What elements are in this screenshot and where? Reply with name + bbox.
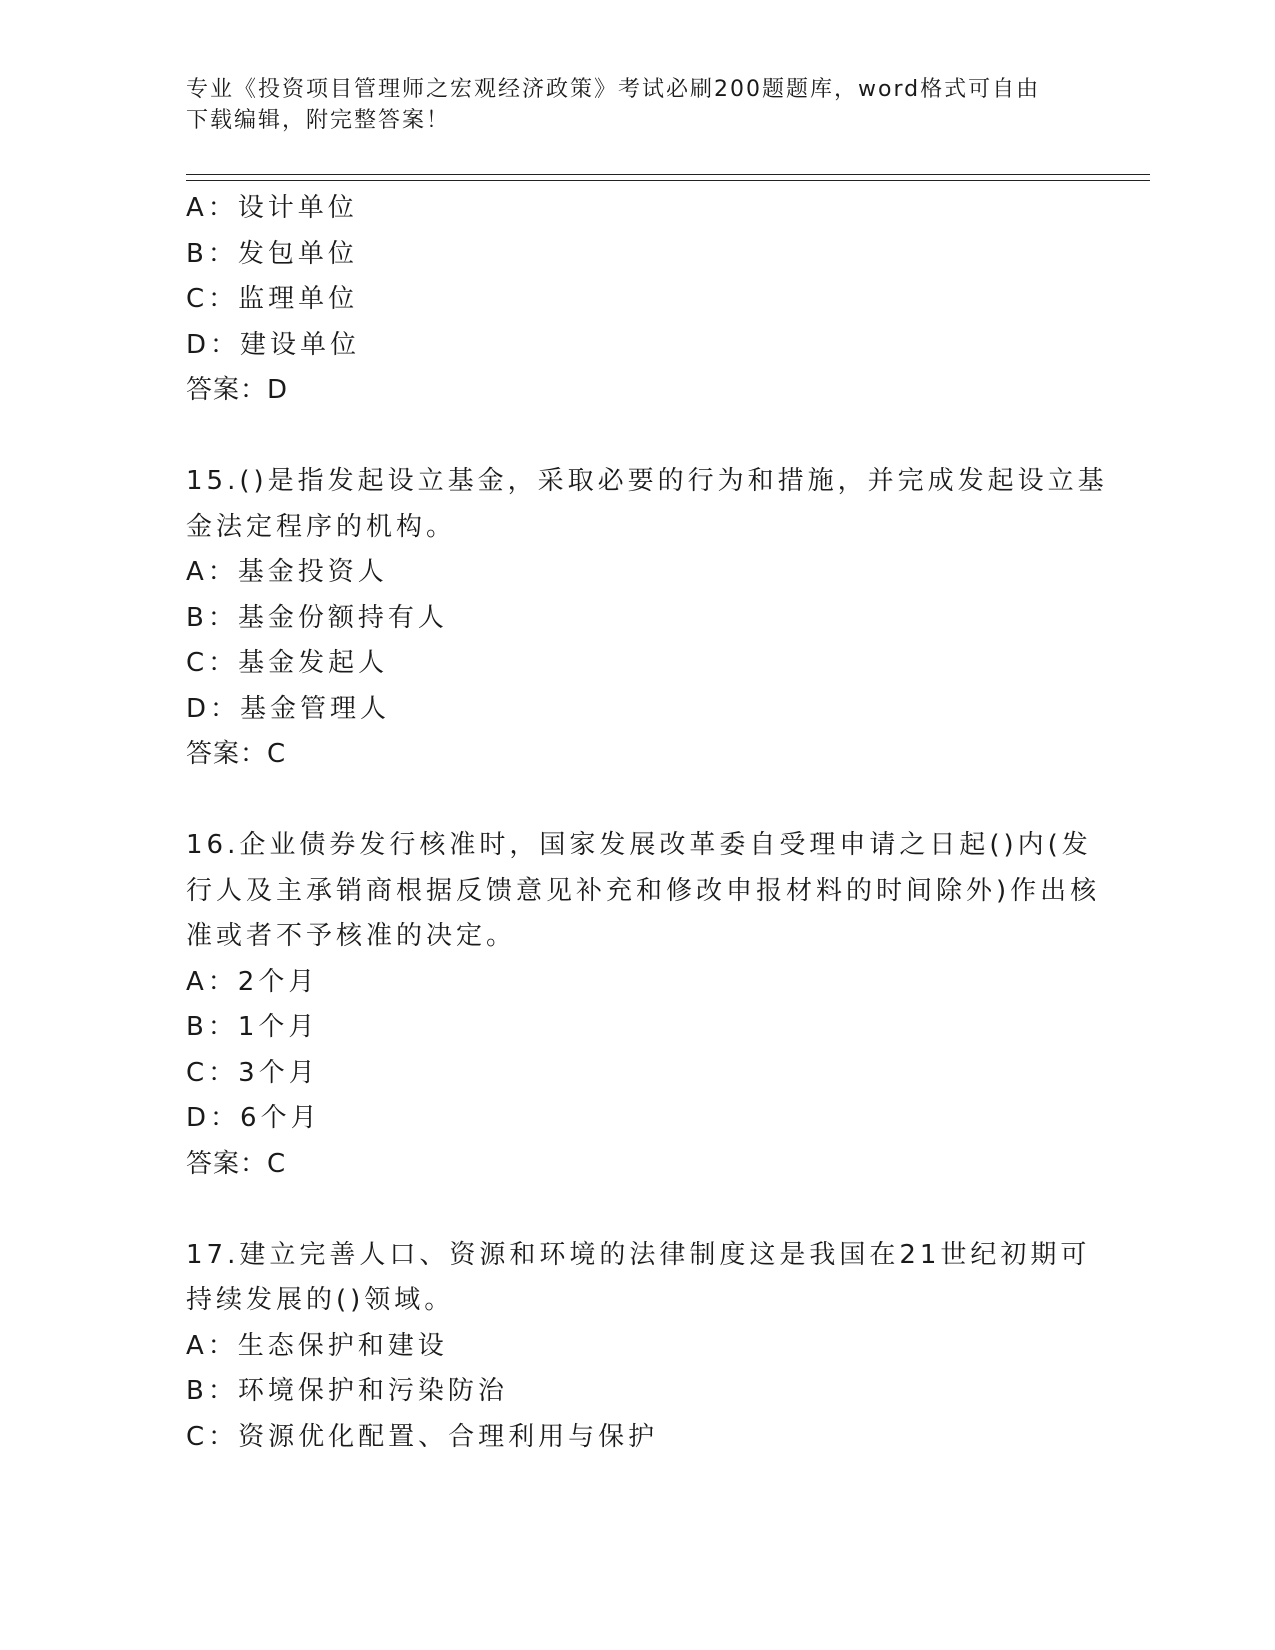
header-divider: [186, 180, 1150, 181]
option-b: B：1个月: [186, 1012, 319, 1042]
option-d: D：建设单位: [186, 329, 361, 360]
question-block: [186, 459, 1108, 778]
option-b: B：基金份额持有人: [186, 602, 448, 633]
answer-line: 答案：C: [186, 739, 287, 769]
question-stem: 15.()是指发起设立基金，采取必要的行为和措施，并完成发起设立基: [186, 466, 1108, 496]
question-stem: 准或者不予核准的决定。: [186, 921, 517, 951]
document-header: [186, 74, 1066, 136]
option-a: A：2个月: [186, 966, 319, 997]
option-a: A：基金投资人: [186, 557, 388, 587]
header-line: 下载编辑，附完整答案！: [186, 108, 451, 133]
option-d: D：6个月: [186, 1103, 321, 1133]
question-block: [186, 1233, 1091, 1461]
option-a: A：设计单位: [186, 193, 358, 223]
question-stem: 17.建立完善人口、资源和环境的法律制度这是我国在21世纪初期可: [186, 1239, 1091, 1270]
spacer: [186, 778, 1086, 824]
question-stem: 16.企业债券发行核准时，国家发展改革委自受理申请之日起()内(发: [186, 830, 1092, 860]
answer-line: 答案：D: [186, 375, 289, 405]
option-c: C：基金发起人: [186, 648, 389, 678]
header-line: 专业《投资项目管理师之宏观经济政策》考试必刷200题题库，word格式可自由: [186, 77, 1041, 102]
header-divider: [186, 174, 1150, 175]
answer-line: 答案：C: [186, 1148, 287, 1179]
question-list: [186, 186, 1108, 1460]
question-block: [186, 186, 1086, 414]
question-block: [186, 823, 1101, 1187]
option-a: A：生态保护和建设: [186, 1330, 448, 1361]
question-stem: 持续发展的()领域。: [186, 1285, 455, 1315]
option-c: C：监理单位: [186, 284, 359, 314]
option-c: C：资源优化配置、合理利用与保护: [186, 1421, 659, 1452]
question-stem: 金法定程序的机构。: [186, 511, 457, 542]
option-c: C：3个月: [186, 1057, 319, 1088]
spacer: [186, 414, 1086, 460]
question-stem: 行人及主承销商根据反馈意见补充和修改申报材料的时间除外)作出核: [186, 875, 1101, 906]
spacer: [186, 1187, 1086, 1233]
option-b: B：环境保护和污染防治: [186, 1376, 508, 1406]
option-b: B：发包单位: [186, 238, 358, 269]
option-d: D：基金管理人: [186, 693, 391, 724]
